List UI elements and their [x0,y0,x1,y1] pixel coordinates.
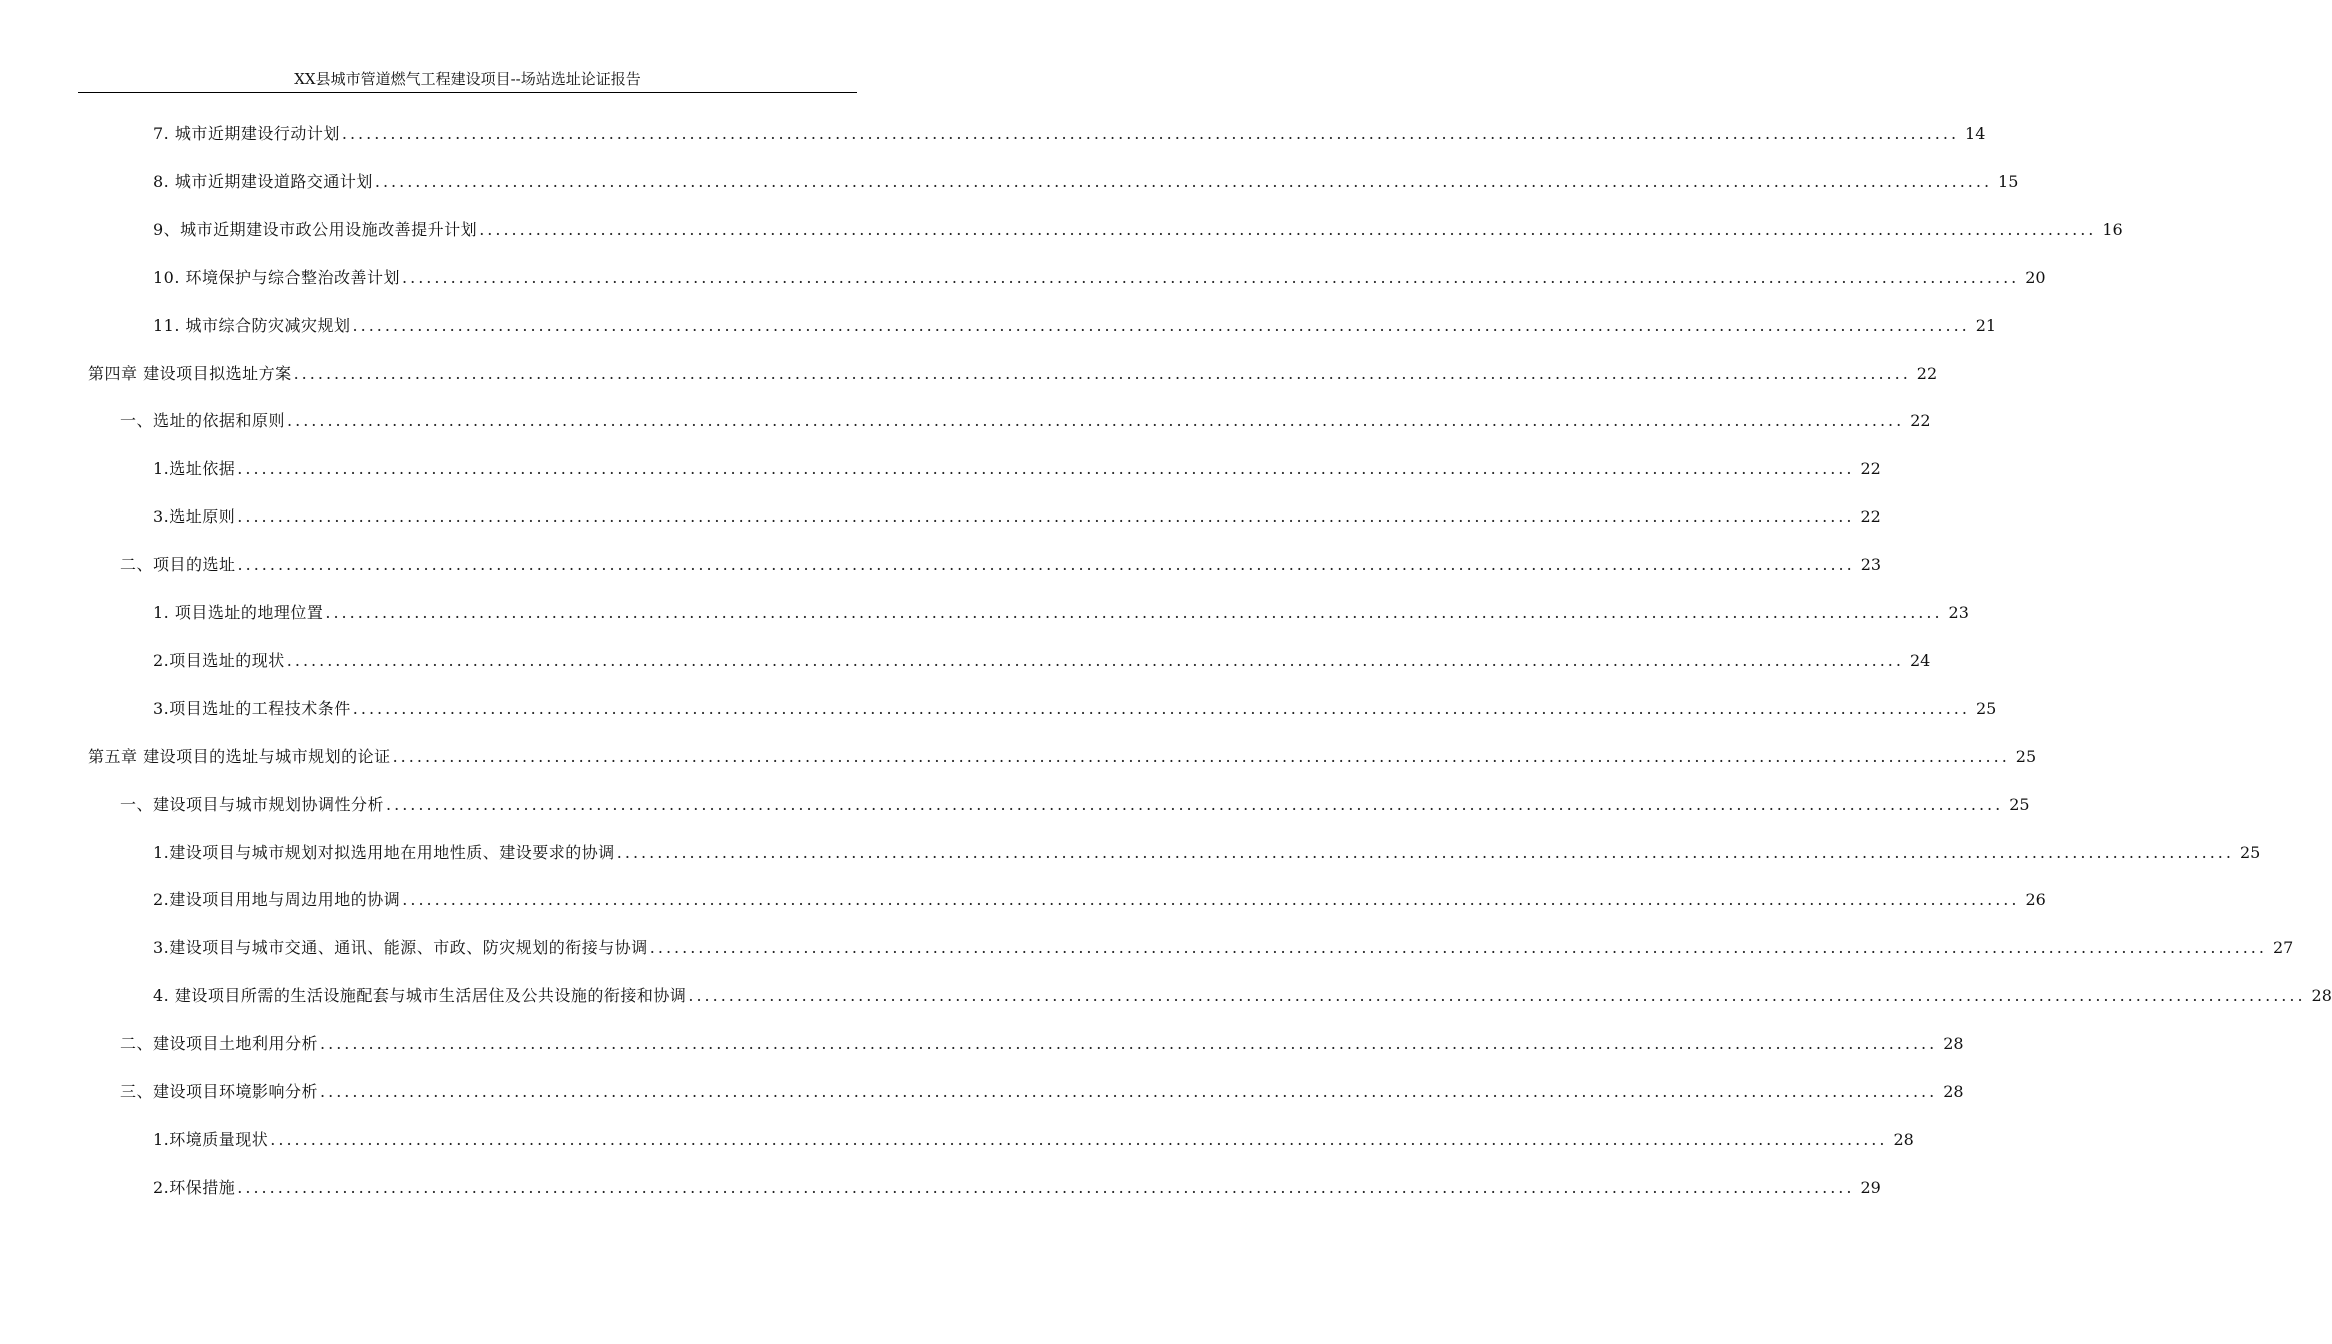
toc-entry-label: 2.环保措施 [153,1177,236,1197]
toc-entry[interactable] [153,501,1881,533]
toc-entry-page-number: 23 [1948,603,1969,622]
toc-dot-leader: ........................................................................................................................................................................................................ [320,1082,1938,1101]
toc-entry-page-number: 23 [1860,555,1882,575]
toc-dot-leader: ........................................................................................................................................................................................................ [293,363,1911,383]
toc-entry-label: 二、项目的选址 [120,555,236,575]
toc-entry-page-number: 28 [1893,1129,1914,1149]
toc-entry[interactable] [120,1028,1964,1060]
toc-entry-label: 3.项目选址的工程技术条件 [153,698,351,718]
toc-entry-page-number: 25 [2239,842,2261,862]
toc-entry[interactable] [120,789,2030,821]
toc-entry[interactable] [120,549,1882,581]
toc-entry-page-number: 20 [2025,267,2046,287]
toc-entry-label: 第五章 建设项目的选址与城市规划的论证 [88,746,391,766]
toc-entry-label: 三、建设项目环境影响分析 [120,1082,319,1101]
toc-entry[interactable] [153,214,2123,246]
toc-dot-leader: ........................................................................................................................................................................................................ [402,267,2020,287]
toc-entry[interactable] [153,1172,1881,1204]
toc-entry[interactable] [153,1124,1914,1156]
toc-entry-label: 1.选址依据 [153,459,236,479]
toc-entry-label: 第四章 建设项目拟选址方案 [88,363,292,383]
toc-entry[interactable] [153,262,2046,294]
toc-entry-label: 2.建设项目用地与周边用地的协调 [153,890,401,910]
toc-entry[interactable] [120,1076,1964,1108]
toc-dot-leader: ........................................................................................................................................................................................................ [341,124,1960,143]
toc-dot-leader: ........................................................................................................................................................................................................ [402,890,2020,910]
toc-entry-label: 二、建设项目土地利用分析 [120,1034,319,1054]
toc-entry-page-number: 28 [1943,1082,1964,1101]
toc-entry-page-number: 22 [1916,363,1938,383]
toc-dot-leader: ........................................................................................................................................................................................................ [325,603,1943,622]
toc-entry-label: 1.建设项目与城市规划对拟选用地在用地性质、建设要求的协调 [153,842,615,862]
toc-dot-leader: ........................................................................................................................................................................................................ [386,794,2004,814]
toc-entry-page-number: 22 [1910,411,1931,431]
toc-dot-leader: ........................................................................................................................................................................................................ [237,1177,1855,1197]
toc-entry-label: 一、选址的依据和原则 [120,411,286,431]
toc-entry-page-number: 29 [1860,1177,1881,1197]
toc-entry-label: 3.选址原则 [153,507,236,527]
toc-dot-leader: ........................................................................................................................................................................................................ [237,555,1855,575]
toc-entry-page-number: 21 [1975,315,1997,335]
toc-entry-page-number: 16 [2102,219,2123,239]
toc-entry-label: 7. 城市近期建设行动计划 [153,124,340,143]
toc-entry-label: 1.环境质量现状 [153,1129,269,1149]
toc-entry-label: 11. 城市综合防灾减灾规划 [153,315,351,335]
toc-dot-leader: ........................................................................................................................................................................................................ [352,698,1970,718]
toc-entry[interactable] [120,405,1931,437]
toc-entry[interactable] [153,932,2294,964]
toc-entry-label: 2.项目选址的现状 [153,650,285,670]
toc-dot-leader: ........................................................................................................................................................................................................ [688,986,2306,1006]
toc-entry-label: 3.建设项目与城市交通、通讯、能源、市政、防灾规划的衔接与协调 [153,938,648,958]
toc-dot-leader: ........................................................................................................................................................................................................ [616,842,2234,862]
toc-entry[interactable] [153,645,1931,677]
page-header: XX县城市管道燃气工程建设项目--场站选址论证报告 [78,66,857,93]
toc-dot-leader: ........................................................................................................................................................................................................ [270,1129,1888,1149]
toc-dot-leader: ........................................................................................................................................................................................................ [374,171,1993,191]
toc-entry-page-number: 25 [1975,698,1997,718]
toc-entry-label: 4. 建设项目所需的生活设施配套与城市生活居住及公共设施的衔接和协调 [153,986,687,1006]
toc-entry-page-number: 26 [2025,890,2046,910]
toc-entry-page-number: 25 [2015,746,2037,766]
toc-entry[interactable] [153,453,1881,485]
toc-entry[interactable] [88,358,1938,390]
toc-entry-page-number: 15 [1998,171,2019,191]
toc-entry-label: 10. 环境保护与综合整治改善计划 [153,267,401,287]
toc-entry-page-number: 24 [1909,650,1931,670]
toc-dot-leader: ........................................................................................................................................................................................................ [237,507,1855,527]
toc-dot-leader: ........................................................................................................................................................................................................ [392,746,2010,766]
toc-entry-page-number: 28 [1943,1034,1964,1054]
toc-entry[interactable] [153,693,1997,725]
toc-entry-page-number: 27 [2272,938,2294,958]
toc-entry[interactable] [153,837,2261,869]
toc-dot-leader: ........................................................................................................................................................................................................ [237,459,1855,479]
toc-dot-leader: ........................................................................................................................................................................................................ [320,1034,1938,1054]
toc-entry[interactable] [153,118,1986,150]
toc-entry-label: 9、城市近期建设市政公用设施改善提升计划 [153,219,478,239]
toc-dot-leader: ........................................................................................................................................................................................................ [352,315,1970,335]
toc-entry-label: 1. 项目选址的地理位置 [153,603,324,622]
toc-entry-page-number: 22 [1860,507,1881,527]
toc-entry-page-number: 22 [1860,459,1881,479]
toc-dot-leader: ........................................................................................................................................................................................................ [479,219,2097,239]
toc-entry[interactable] [88,741,2037,773]
toc-entry-page-number: 25 [2009,794,2030,814]
toc-entry-label: 一、建设项目与城市规划协调性分析 [120,794,385,814]
toc-entry[interactable] [153,597,1969,629]
toc-entry[interactable] [153,166,2019,198]
toc-entry[interactable] [153,310,1997,342]
toc-entry[interactable] [153,980,2332,1012]
toc-dot-leader: ........................................................................................................................................................................................................ [287,411,1905,431]
toc-entry-page-number: 28 [2311,986,2332,1006]
toc-dot-leader: ........................................................................................................................................................................................................ [649,938,2267,958]
toc-dot-leader: ........................................................................................................................................................................................................ [286,650,1904,670]
toc-entry-page-number: 14 [1965,124,1986,143]
toc-entry-label: 8. 城市近期建设道路交通计划 [153,171,373,191]
toc-entry[interactable] [153,884,2046,916]
